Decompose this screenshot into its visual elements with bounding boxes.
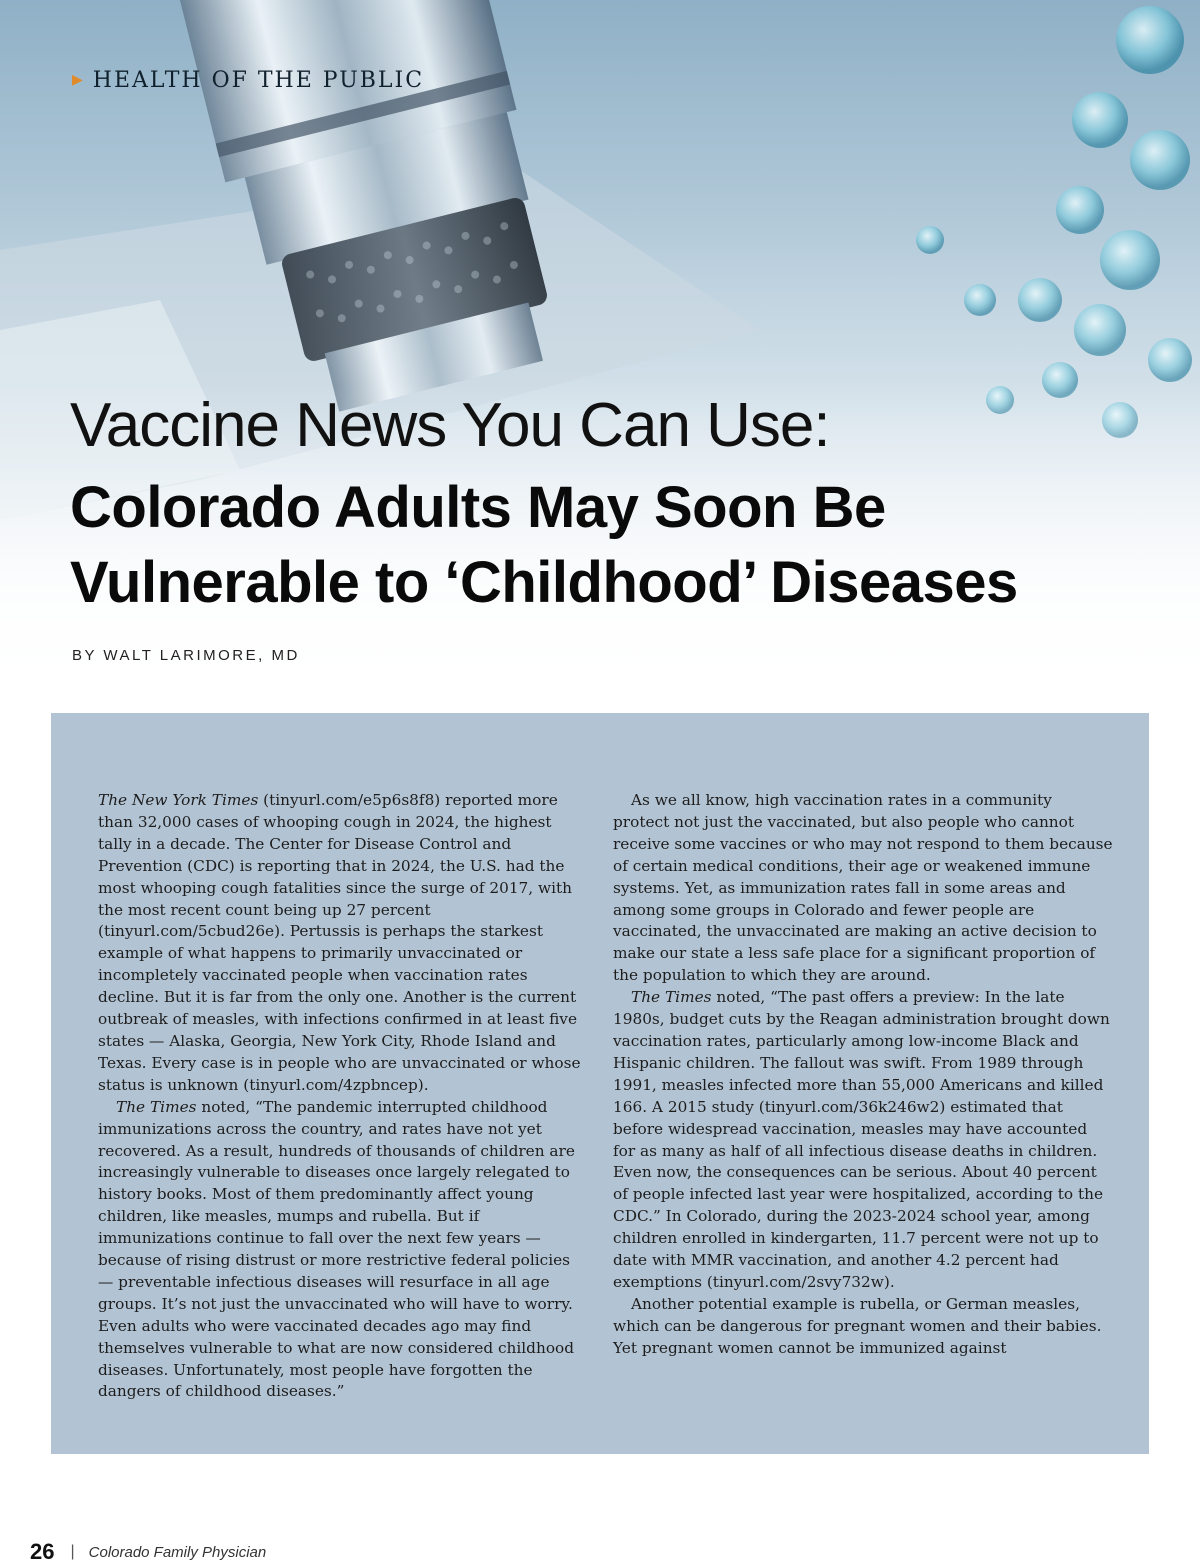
page-number: 26 — [30, 1539, 55, 1564]
article-column-right — [613, 790, 1113, 1360]
footer-separator: | — [70, 1543, 75, 1560]
publication-name: The Times — [116, 1097, 197, 1116]
article-panel — [51, 713, 1149, 1454]
paragraph-text: noted, “The pandemic interrupted childhood immunizations across the country, and rates have not yet recovered. As a result, hundreds of thousands of children are increasingly vulnerable to diseases once largely relegated to history books. Most of them predominantly affect young children, like measles, mumps and rubella. But if immunizations continue to fall over the next few years — because of rising distrust or more restrictive federal policies — preventable infectious diseases will resurface in all age groups. It’s not just the unvaccinated who will have to worry. Even adults who were vaccinated decades ago may find themselves vulnerable to what are now considered childhood diseases. Unfortunately, most people have forgotten the dangers of childhood diseases.” — [98, 1097, 575, 1401]
article-column-left — [98, 790, 590, 1403]
paragraph: Another potential example is rubella, or German measles, which can be dangerous for pregnant women and their babies. Yet pregnant women cannot be immunized against — [613, 1294, 1102, 1357]
publication-name: The Times — [631, 988, 712, 1007]
paragraph — [98, 1097, 590, 1404]
paragraph — [613, 987, 1113, 1294]
paragraph — [98, 790, 590, 1097]
publication-title: Colorado Family Physician — [88, 1543, 267, 1561]
section-marker-icon: ▶ — [72, 72, 85, 88]
paragraph: As we all know, high vaccination rates in a community protect not just the vaccinated, but also people who cannot receive some vaccines or who may not respond to them because of certain medical conditions, their age or weakened immune systems. Yet, as immunization rates fall in some areas and among some groups in Colorado and fewer people are vaccinated, the unvaccinated are making an active decision to make our state a less safe place for a significant proportion of the population to which they are around. — [613, 791, 1113, 985]
paragraph-text: (tinyurl.com/e5p6s8f8) reported more than 32,000 cases of whooping cough in 2024, the highest tally in a decade. The Center for Disease Control and Prevention (CDC) is reporting that in 2024, the U.S. had the most whooping cough fatalities since the surge of 2017, with the most recent count being up 27 percent (tinyurl.com/5cbud26e). Pertussis is perhaps the starkest example of what happens to primarily unvaccinated or incompletely vaccinated people when vaccination rates decline. But it is far from the only one. Another is the current outbreak of measles, with infections confirmed in at least five states — Alaska, Georgia, New York City, Rhode Island and Texas. Every case is in people who are unvaccinated or whose status is unknown (tinyurl.com/4zpbncep). — [98, 791, 581, 1094]
section-label — [72, 68, 424, 93]
headline-kicker: Vaccine News You Can Use: — [70, 391, 830, 460]
section-label-text: HEALTH OF THE PUBLIC — [92, 68, 425, 93]
page-footer — [30, 1539, 266, 1565]
headline-line-2: Vulnerable to ‘Childhood’ Diseases — [70, 550, 1018, 615]
paragraph-text: noted, “The past offers a preview: In the late 1980s, budget cuts by the Reagan administration brought down vaccination rates, particularly among low-income Black and Hispanic children. The fallout was swift. From 1989 through 1991, measles infected more than 55,000 Americans and killed 166. A 2015 study (tinyurl.com/36k246w2) estimated that before widespread vaccination, measles may have accounted for as many as half of all infectious disease deaths in children. Even now, the consequences can be serious. About 40 percent of people infected last year were hospitalized, according to the CDC.” In Colorado, during the 2023-2024 school year, among children enrolled in kindergarten, 11.7 percent were not up to date with MMR vaccination, and another 4.2 percent had exemptions (tinyurl.com/2svy732w). — [613, 988, 1110, 1291]
headline — [70, 470, 1150, 620]
headline-line-1: Colorado Adults May Soon Be — [70, 475, 886, 540]
publication-name: The New York Times — [98, 791, 259, 809]
byline: BY WALT LARIMORE, MD — [72, 647, 300, 664]
